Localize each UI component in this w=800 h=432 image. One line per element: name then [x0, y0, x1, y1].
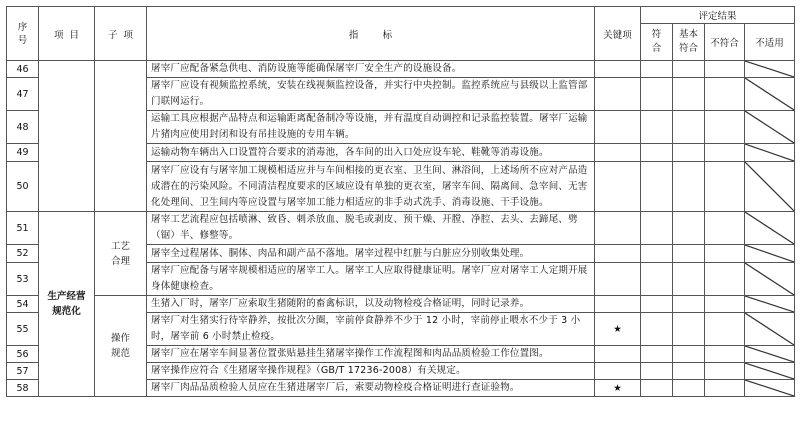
key-item-cell	[595, 61, 641, 78]
diagonal-line	[745, 212, 794, 244]
not-applicable-cell	[745, 144, 795, 162]
key-item-cell	[595, 263, 641, 296]
row-number: 51	[7, 212, 39, 245]
result-basic-cell	[673, 313, 705, 346]
row-number: 56	[7, 346, 39, 363]
result-nonconform-cell	[705, 144, 745, 162]
indicator-text: 屠宰工艺流程应包括喷淋、致昏、刺杀放血、脱毛或剥皮、预干燥、开膛、净腔、去头、去蹄尾、劈（锯）半、修整等。	[147, 212, 595, 245]
key-item-cell	[595, 212, 641, 245]
result-conform-cell	[641, 61, 673, 78]
result-basic-cell	[673, 263, 705, 296]
indicator-text: 屠宰全过程屠体、胴体、肉品和副产品不落地。屠宰过程中红脏与白脏应分别收集处理。	[147, 245, 595, 263]
indicator-text: 屠宰厂肉品品质检验人员应在生猪进屠宰厂后，索要动物检疫合格证明进行查证验物。	[147, 380, 595, 397]
project-name: 生产经营 规范化	[39, 212, 95, 397]
row-number: 47	[7, 78, 39, 111]
result-basic-cell	[673, 78, 705, 111]
diagonal-line	[745, 162, 794, 211]
result-basic-cell	[673, 380, 705, 397]
result-basic-cell	[673, 61, 705, 78]
indicator-text: 生猪入厂时，屠宰厂应索取生猪随附的畜禽标识，以及动物检疫合格证明，同时记录养。	[147, 296, 595, 313]
result-nonconform-cell	[705, 296, 745, 313]
row-number: 46	[7, 61, 39, 78]
not-applicable-cell	[745, 78, 795, 111]
not-applicable-cell	[745, 346, 795, 363]
key-item-cell	[595, 78, 641, 111]
result-conform-cell	[641, 380, 673, 397]
key-item-cell	[595, 346, 641, 363]
not-applicable-cell	[745, 296, 795, 313]
subitem-craft: 工艺 合理	[95, 212, 147, 296]
key-item-cell	[595, 162, 641, 212]
indicator-text: 运输工具应根据产品特点和运输距离配备制冷等设施，并有温度自动调控和记录监控装置。屠宰厂运输片猪肉应使用封闭和设有吊挂设施的专用车辆。	[147, 111, 595, 144]
row-number: 54	[7, 296, 39, 313]
header-result-na: 不适用	[745, 24, 795, 61]
not-applicable-cell	[745, 162, 795, 212]
table-row	[7, 212, 795, 245]
result-conform-cell	[641, 212, 673, 245]
result-nonconform-cell	[705, 111, 745, 144]
indicator-text: 屠宰厂应设有视频监控系统，安装在线视频监控设备，并实行中央控制。监控系统应与县级以上监管部门联网运行。	[147, 78, 595, 111]
row-number: 52	[7, 245, 39, 263]
key-item-cell	[595, 111, 641, 144]
not-applicable-cell	[745, 313, 795, 346]
diagonal-line	[745, 296, 794, 312]
diagonal-line	[745, 380, 794, 396]
result-conform-cell	[641, 111, 673, 144]
header-result-group: 评定结果	[641, 7, 795, 24]
result-nonconform-cell	[705, 313, 745, 346]
result-nonconform-cell	[705, 162, 745, 212]
indicator-text: 屠宰厂对生猪实行待宰静养，按批次分圈，宰前停食静养不少于 12 小时，宰前停止喂水不少于 3 小时，屠宰前 6 小时禁止检疫。	[147, 313, 595, 346]
not-applicable-cell	[745, 212, 795, 245]
result-basic-cell	[673, 363, 705, 380]
result-nonconform-cell	[705, 380, 745, 397]
result-basic-cell	[673, 144, 705, 162]
result-conform-cell	[641, 363, 673, 380]
key-item-cell	[595, 144, 641, 162]
row-number: 57	[7, 363, 39, 380]
key-star-icon: ★	[595, 313, 641, 346]
header-result-nonconform: 不符合	[705, 24, 745, 61]
row-number: 55	[7, 313, 39, 346]
result-conform-cell	[641, 263, 673, 296]
not-applicable-cell	[745, 263, 795, 296]
not-applicable-cell	[745, 245, 795, 263]
key-item-cell	[595, 296, 641, 313]
diagonal-line	[745, 346, 794, 362]
not-applicable-cell	[745, 111, 795, 144]
result-basic-cell	[673, 245, 705, 263]
result-basic-cell	[673, 111, 705, 144]
indicator-text: 屠宰操作应符合《生猪屠宰操作规程》（GB/T 17236-2008）有关规定。	[147, 363, 595, 380]
result-nonconform-cell	[705, 78, 745, 111]
diagonal-line	[745, 363, 794, 379]
table-row	[7, 296, 795, 313]
result-basic-cell	[673, 296, 705, 313]
header-seq: 序 号	[7, 7, 39, 61]
indicator-text: 运输动物车辆出入口设置符合要求的消毒池，各车间的出入口处应设车轮、鞋靴等消毒设施。	[147, 144, 595, 162]
result-conform-cell	[641, 162, 673, 212]
diagonal-line	[745, 144, 794, 161]
header-result-conform: 符 合	[641, 24, 673, 61]
result-nonconform-cell	[705, 363, 745, 380]
header-indicator: 指 标	[147, 7, 595, 61]
subitem-cell-empty	[95, 61, 147, 212]
not-applicable-cell	[745, 61, 795, 78]
header-subitem: 子 项	[95, 7, 147, 61]
not-applicable-cell	[745, 363, 795, 380]
result-conform-cell	[641, 144, 673, 162]
diagonal-line	[745, 245, 794, 262]
diagonal-line	[745, 313, 794, 345]
key-star-icon: ★	[595, 380, 641, 397]
result-basic-cell	[673, 346, 705, 363]
result-nonconform-cell	[705, 346, 745, 363]
indicator-text: 屠宰厂应配备紧急供电、消防设施等能确保屠宰厂安全生产的设施设备。	[147, 61, 595, 78]
result-nonconform-cell	[705, 245, 745, 263]
diagonal-line	[745, 111, 794, 143]
result-nonconform-cell	[705, 263, 745, 296]
indicator-text: 屠宰厂应在屠宰车间显著位置张贴悬挂生猪屠宰操作工作流程图和肉品品质检验工作位置图。	[147, 346, 595, 363]
diagonal-line	[745, 78, 794, 110]
row-number: 50	[7, 162, 39, 212]
diagonal-line	[745, 263, 794, 295]
result-conform-cell	[641, 78, 673, 111]
indicator-text: 屠宰厂应配备与屠宰规模相适应的屠宰工人。屠宰工人应取得健康证明。屠宰厂应对屠宰工人定期开展身体健康检查。	[147, 263, 595, 296]
result-conform-cell	[641, 313, 673, 346]
key-item-cell	[595, 245, 641, 263]
row-number: 48	[7, 111, 39, 144]
result-basic-cell	[673, 162, 705, 212]
result-conform-cell	[641, 296, 673, 313]
subitem-operation: 操作 规范	[95, 296, 147, 397]
row-number: 58	[7, 380, 39, 397]
indicator-text: 屠宰厂应设有与屠宰加工规模相适应并与车间相接的更衣室、卫生间、淋浴间，上述场所不应对产品造成潜在的污染风险。不同清洁程度要求的区域应设有单独的更衣室，屠宰车间、隔离间、急宰间、无害化处理间、卫生间内等应设置与屠宰加工能力相适应的非手动式洗手、消毒设施、干手设施。	[147, 162, 595, 212]
header-project: 项 目	[39, 7, 95, 61]
evaluation-table	[6, 6, 795, 397]
diagonal-line	[745, 61, 794, 77]
row-number: 49	[7, 144, 39, 162]
result-nonconform-cell	[705, 212, 745, 245]
result-basic-cell	[673, 212, 705, 245]
header-key-item: 关键项	[595, 7, 641, 61]
table-row	[7, 61, 795, 78]
key-item-cell	[595, 363, 641, 380]
result-conform-cell	[641, 245, 673, 263]
result-conform-cell	[641, 346, 673, 363]
not-applicable-cell	[745, 380, 795, 397]
project-cell-empty	[39, 61, 95, 212]
row-number: 53	[7, 263, 39, 296]
header-result-basic: 基本 符合	[673, 24, 705, 61]
result-nonconform-cell	[705, 61, 745, 78]
